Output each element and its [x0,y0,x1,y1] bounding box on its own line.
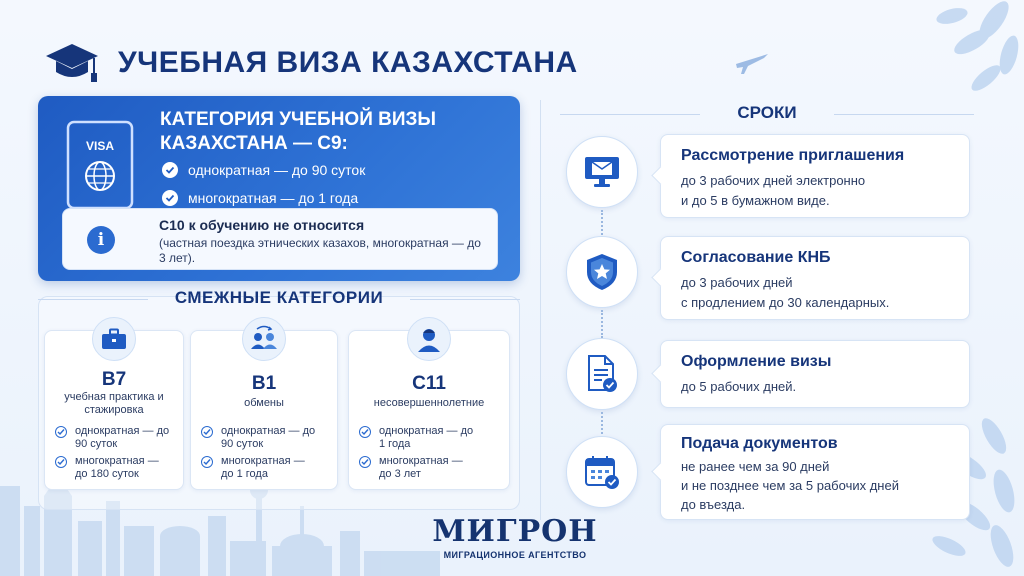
check-icon [162,190,178,206]
page-title: УЧЕБНАЯ ВИЗА КАЗАХСТАНА [118,46,578,79]
passport-icon [66,120,152,220]
calendar-check-icon [566,436,638,508]
category-option [201,425,317,451]
term-card-knb [660,236,970,320]
term-line: с продлением до 30 календарных. [681,295,890,310]
term-card-invitation [660,134,970,218]
category-desc: несовершеннолетние [373,397,485,409]
c9-options [162,156,365,212]
category-option-text: однократная — до 1 года [379,425,474,450]
info-icon: i [87,226,115,254]
column-divider [540,100,541,520]
graduation-cap-icon [44,40,100,86]
category-desc: учебная практика и стажировка [64,391,164,416]
document-check-icon [566,338,638,410]
check-icon [162,162,178,178]
check-circle-icon [201,426,213,438]
passport-label: VISA [85,139,115,153]
related-title: СМЕЖНЫЕ КАТЕГОРИИ [38,288,520,308]
shield-star-icon [566,236,638,308]
briefcase-icon [92,317,136,361]
category-option [55,425,171,451]
header [44,40,578,86]
exchange-icon [242,317,286,361]
envelope-monitor-icon [566,136,638,208]
c9-category-card [38,96,520,281]
category-code: C11 [412,373,446,394]
terms-title: СРОКИ [560,103,974,123]
brand-subtitle: МИГРАЦИОННОЕ АГЕНТСТВО [443,550,587,560]
timeline-connector [601,210,603,238]
category-code: B1 [251,373,277,394]
c10-title: С10 к обучению не относится [159,217,365,233]
category-option-text: однократная — до 90 суток [221,425,316,450]
term-title: Согласование КНБ [681,249,831,266]
category-option [55,455,171,481]
check-circle-icon [201,456,213,468]
child-icon [407,317,451,361]
term-line: и до 5 в бумажном виде. [681,193,830,208]
category-card-c11 [348,330,510,490]
term-card-visa [660,340,970,408]
brand-name: МИГРОН [432,514,598,549]
category-option-text: многократная — до 1 года [221,455,305,480]
c10-note [62,208,498,270]
category-option-text: многократная — до 3 лет [379,455,463,480]
term-title: Подача документов [681,435,838,452]
list-item [162,156,365,184]
term-line: до въезда. [681,497,746,512]
brand-logo [430,516,600,560]
c9-option-text: однократная — до 90 суток [188,162,366,178]
term-line: до 3 рабочих дней электронно [681,173,866,188]
c10-text: (частная поездка этнических казахов, многократная — до 3 лет). [159,236,481,265]
category-option [201,455,317,481]
category-option [359,425,475,451]
airplane-icon [734,46,770,76]
term-line: до 5 рабочих дней. [681,379,797,394]
check-circle-icon [359,426,371,438]
timeline-connector [601,310,603,338]
term-title: Рассмотрение приглашения [681,147,905,164]
c9-title: КАТЕГОРИЯ УЧЕБНОЙ ВИЗЫ КАЗАХСТАНА — С9: [160,109,437,154]
term-card-documents [660,424,970,520]
timeline-connector [601,412,603,438]
leaves-decoration [894,0,1024,120]
category-option [359,455,475,481]
category-option-text: однократная — до 90 суток [75,425,170,450]
term-line: не ранее чем за 90 дней [681,459,830,474]
category-option-text: многократная — до 180 суток [75,455,159,480]
term-line: до 3 рабочих дней [681,275,793,290]
category-desc: обмены [244,397,284,409]
check-circle-icon [359,456,371,468]
check-circle-icon [55,426,67,438]
term-title: Оформление визы [681,353,832,370]
category-card-b1 [190,330,338,490]
check-circle-icon [55,456,67,468]
term-line: и не позднее чем за 5 рабочих дней [681,478,899,493]
c9-option-text: многократная — до 1 года [188,190,359,206]
category-card-b7 [44,330,184,490]
category-code: B7 [101,369,127,390]
